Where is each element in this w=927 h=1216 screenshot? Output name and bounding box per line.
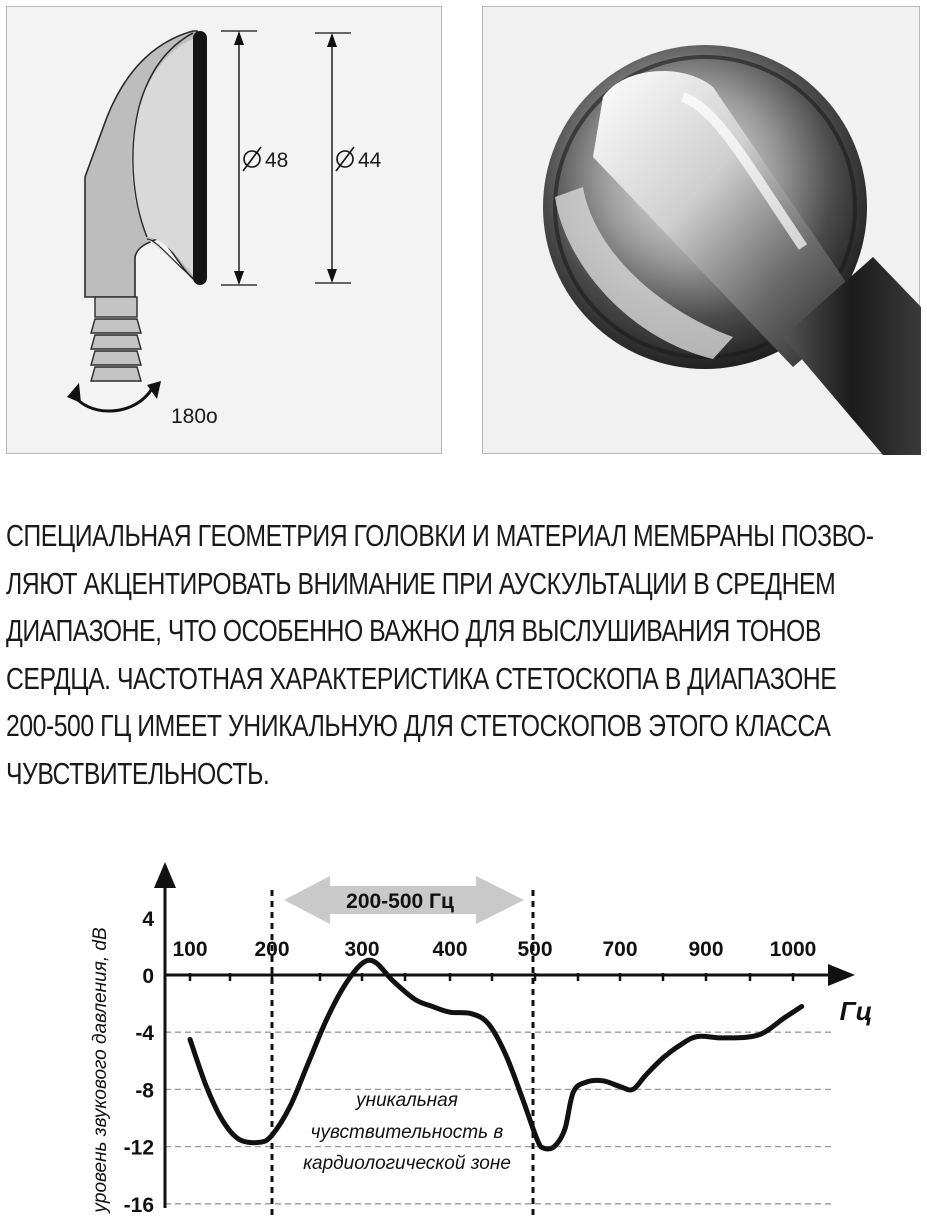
y-tick-label: -12 [123, 1136, 154, 1160]
x-tick-label: 900 [688, 938, 724, 961]
description-line: СЕРДЦА. ЧАСТОТНАЯ ХАРАКТЕРИСТИКА СТЕТОСКОПА В ДИАПАЗОНЕ [6, 660, 837, 696]
description-line: ДИАПАЗОНЕ, ЧТО ОСОБЕННО ВАЖНО ДЛЯ ВЫСЛУШИВАНИЯ ТОНОВ [6, 613, 821, 648]
range-arrow [284, 876, 524, 924]
chart-grid [165, 1032, 835, 1204]
x-axis-arrow-icon [828, 964, 855, 986]
x-tick-label: 300 [344, 938, 380, 961]
description-line: ЛЯЮТ АКЦЕНТИРОВАТЬ ВНИМАНИЕ ПРИ АУСКУЛЬТАЦИИ В СРЕДНЕМ [6, 565, 836, 601]
y-axis-label: уровень звукового давления, dB [90, 927, 111, 1213]
annotation-line: кардиологической зоне [303, 1153, 511, 1174]
outer-diameter-label: 48 [265, 149, 289, 172]
x-axis-label: Гц [839, 996, 873, 1026]
diameter-symbol-icon [336, 147, 354, 171]
diameter-symbol-icon [243, 147, 261, 171]
range-arrow-label: 200-500 Гц [346, 890, 454, 913]
description-line: ЧУВСТВИТЕЛЬНОСТЬ. [6, 755, 270, 791]
diaphragm-rim [193, 31, 207, 285]
chestpiece-image [483, 7, 921, 455]
description-line: СПЕЦИАЛЬНАЯ ГЕОМЕТРИЯ ГОЛОВКИ И МАТЕРИАЛ МЕМБРАНЫ ПОЗВО- [6, 518, 874, 553]
frequency-response-chart [0, 850, 927, 1216]
y-tick-label: 4 [142, 907, 154, 931]
x-tick-label: 1000 [769, 938, 817, 961]
description-line: 200-500 ГЦ ИМЕЕТ УНИКАЛЬНУЮ ДЛЯ СТЕТОСКОПОВ ЭТОГО КЛАССА [6, 708, 831, 743]
chestpiece-photo [482, 6, 920, 454]
response-curve-line [190, 960, 802, 1149]
annotation-line: уникальная [356, 1090, 458, 1111]
x-tick-label: 400 [432, 938, 468, 961]
response-curve [190, 960, 802, 1149]
dimension-drawing-panel [6, 6, 442, 454]
inner-diameter-label: 44 [358, 149, 382, 172]
chestpiece-drawing [7, 7, 443, 455]
x-tick-label: 200 [254, 938, 290, 961]
rotation-label: 180о [171, 405, 218, 428]
y-tick-label: -4 [135, 1022, 154, 1046]
y-tick-label: 0 [142, 965, 154, 988]
x-tick-label: 100 [172, 938, 208, 961]
y-axis-arrow-icon [154, 862, 176, 888]
chart-labels [90, 908, 872, 1216]
x-tick-label: 700 [602, 938, 638, 961]
y-tick-label: -16 [123, 1193, 154, 1216]
x-tick-label: 500 [517, 938, 553, 961]
description-text [6, 512, 926, 797]
annotation-line: чувствительность в [310, 1122, 504, 1143]
y-tick-label: -8 [135, 1079, 154, 1103]
